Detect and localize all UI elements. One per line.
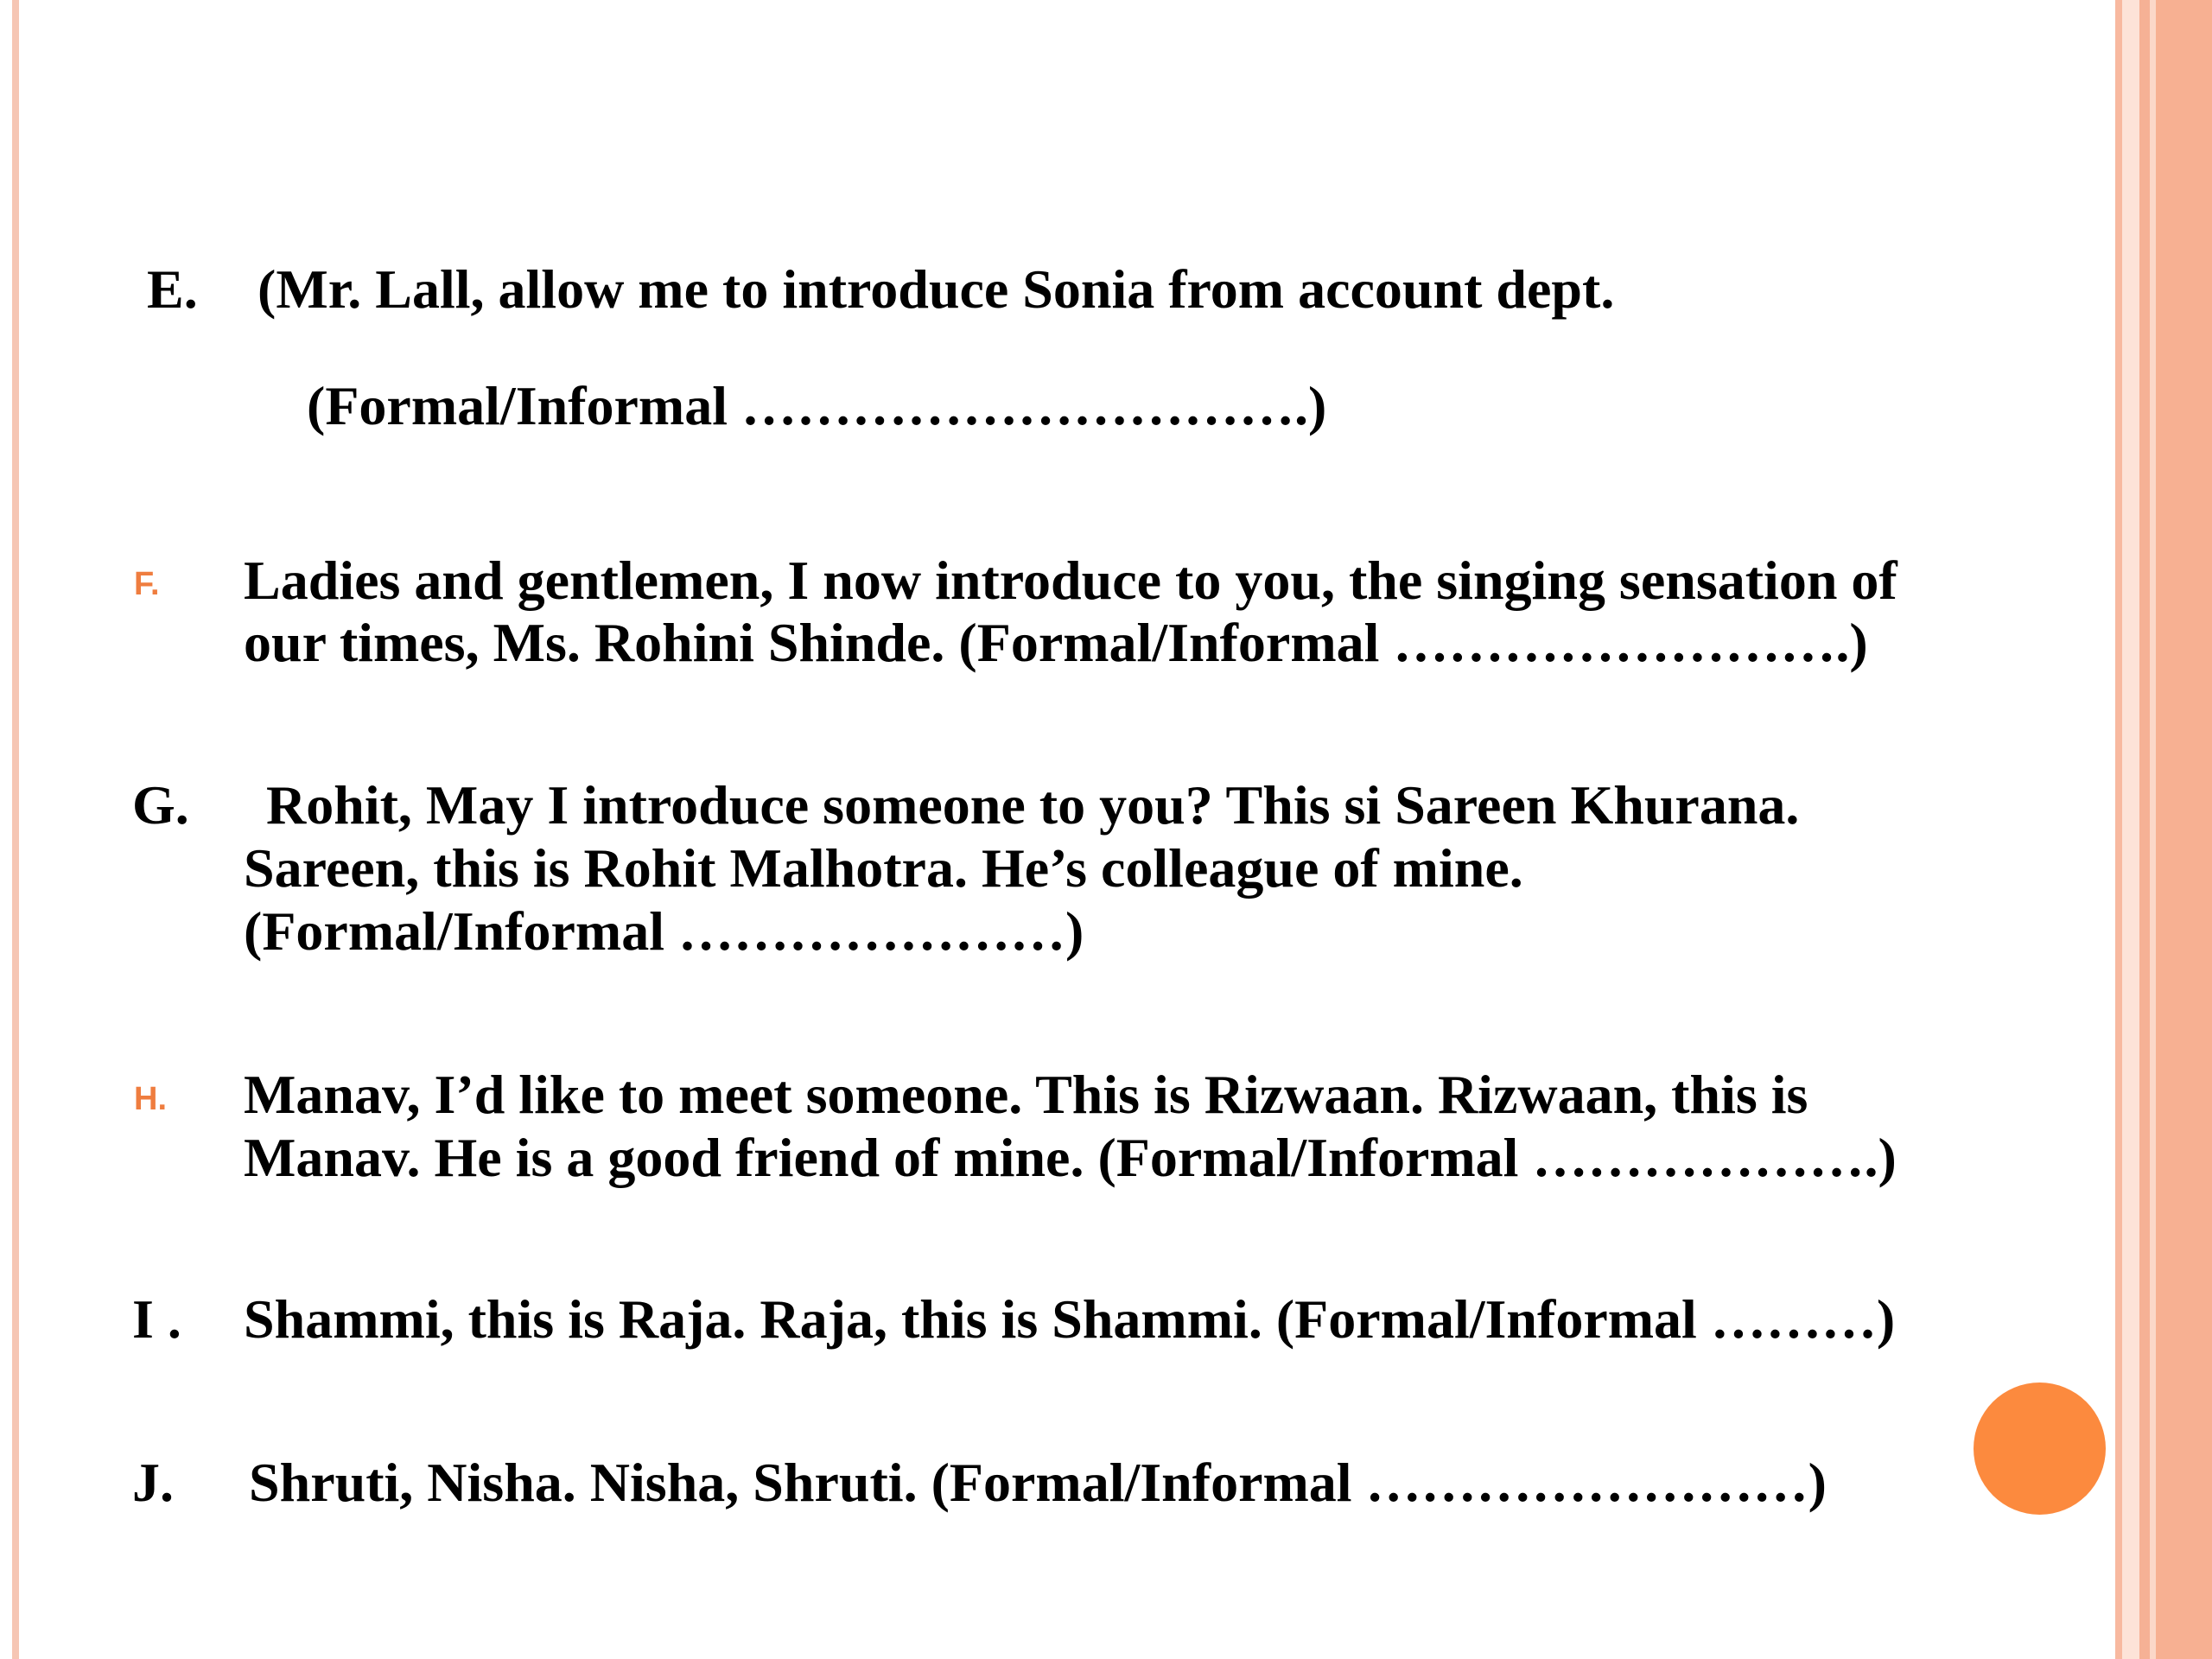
orange-circle-decoration <box>1974 1382 2106 1515</box>
item-marker-j: J. <box>132 1452 174 1513</box>
item-marker-f: F. <box>134 566 160 602</box>
item-marker-h: H. <box>134 1081 167 1117</box>
item-marker-i: I . <box>132 1288 181 1350</box>
item-i-line-1: Shammi, this is Raja. Raja, this is Shammi. (Formal/Informal ………) <box>244 1288 1896 1350</box>
item-h-line-2: Manav. He is a good friend of mine. (Formal/Informal ……………….) <box>244 1127 1897 1188</box>
item-g-line-3: (Formal/Informal …………………) <box>244 900 1084 962</box>
right-border-stripe <box>2150 0 2156 1659</box>
right-border-stripe <box>2139 0 2150 1659</box>
item-f-line-2: our times, Ms. Rohini Shinde. (Formal/Informal …………………….) <box>244 612 1868 673</box>
item-j-line-1: Shruti, Nisha. Nisha, Shruti. (Formal/Informal ……………………) <box>249 1452 1827 1513</box>
right-border-stripe <box>2122 0 2139 1659</box>
left-border-decoration <box>12 0 19 1659</box>
right-border-stripe <box>2115 0 2122 1659</box>
item-f-line-1: Ladies and gentlemen, I now introduce to you, the singing sensation of <box>244 550 1897 611</box>
right-border-stripe <box>2156 0 2212 1659</box>
item-e-line-1: (Mr. Lall, allow me to introduce Sonia from account dept. <box>257 258 1615 320</box>
item-marker-g: G. <box>132 774 189 836</box>
item-g-line-2: Sareen, this is Rohit Malhotra. He’s colleague of mine. <box>244 837 1523 899</box>
item-marker-e: E. <box>147 258 198 320</box>
item-e-line-2: (Formal/Informal ………………………….) <box>307 375 1327 436</box>
item-h-line-1: Manav, I’d like to meet someone. This is Rizwaan. Rizwaan, this is <box>244 1064 1808 1125</box>
item-g-line-1: Rohit, May I introduce someone to you? This si Sareen Khurana. <box>266 774 1800 836</box>
